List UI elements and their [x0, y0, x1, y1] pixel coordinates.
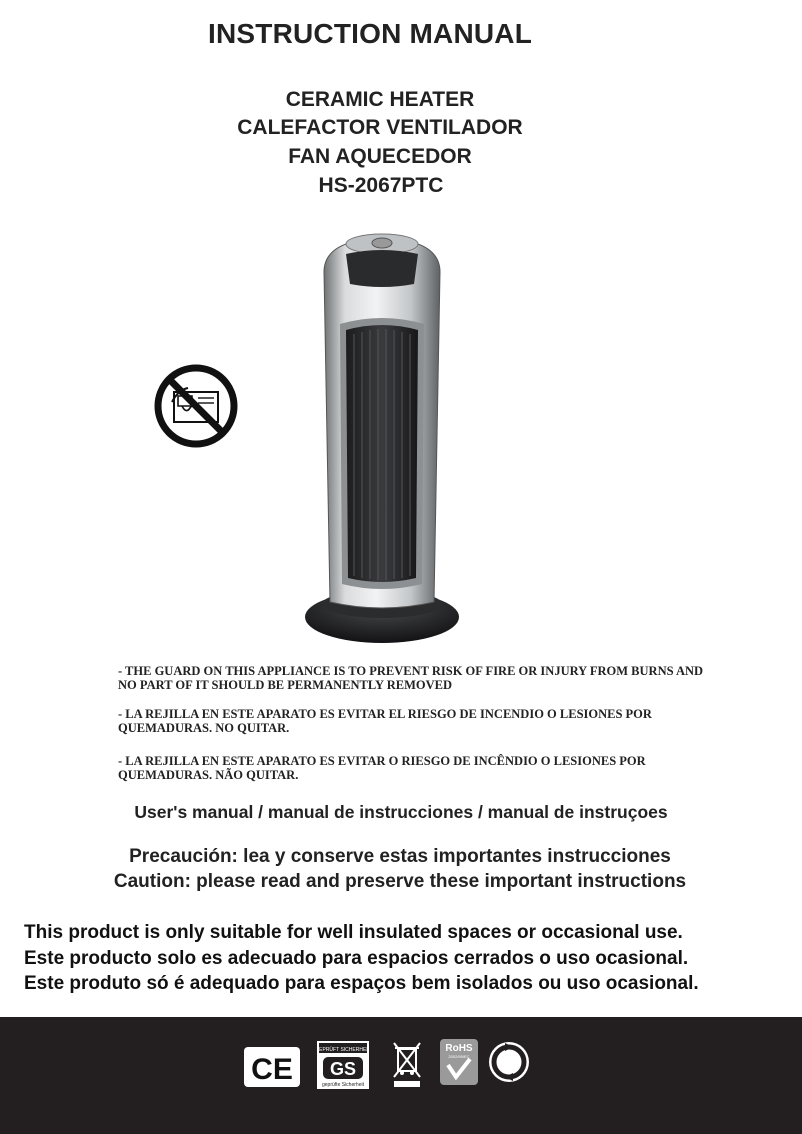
heater-illustration: [302, 232, 462, 657]
subtitle-line-2: CALEFACTOR VENTILADOR: [237, 116, 523, 139]
model-number: HS-2067PTC: [318, 174, 444, 197]
disclaimer-portuguese: Este produto só é adequado para espaços bem isolados ou uso ocasional.: [24, 973, 699, 994]
manual-languages-line: User's manual / manual de instrucciones / manual de instruçoes: [134, 802, 668, 822]
disclaimer-spanish: Este producto solo es adecuado para espacios cerrados o uso ocasional.: [24, 948, 689, 969]
product-image: [150, 210, 710, 660]
subtitle-line-1: CERAMIC HEATER: [285, 88, 475, 111]
green-dot-icon: [488, 1041, 530, 1088]
rohs-sub-label: 2002/95/EC: [448, 1054, 470, 1059]
document-title: INSTRUCTION MANUAL: [208, 18, 533, 49]
subtitle-line-3: FAN AQUECEDOR: [288, 145, 472, 168]
rohs-icon: [440, 1039, 478, 1090]
caution-english: Caution: please read and preserve these important instructions: [113, 871, 687, 892]
warning-spanish: - LA REJILLA EN ESTE APARATO ES EVITAR EL RIESGO DE INCENDIO O LESIONES POR QUEMADURAS. NO QUITAR.: [118, 707, 652, 735]
ce-mark-icon: [244, 1047, 300, 1092]
gs-mark-icon: [317, 1041, 369, 1094]
ce-mark-text: CE: [251, 1053, 293, 1086]
caution-spanish: Precaución: lea y conserve estas importantes instrucciones: [129, 846, 671, 867]
warning-english: - THE GUARD ON THIS APPLIANCE IS TO PREVENT RISK OF FIRE OR INJURY FROM BURNS AND NO PART OF IT SHOULD BE PERMANENTLY REMOVED: [118, 664, 704, 692]
certification-footer: [0, 1017, 802, 1134]
gs-mark-text: GS: [329, 1059, 357, 1079]
rohs-label: RoHS: [445, 1043, 473, 1054]
weee-bin-icon: [390, 1039, 424, 1094]
disclaimer-english: This product is only suitable for well insulated spaces or occasional use.: [24, 922, 683, 943]
warning-portuguese: - LA REJILLA EN ESTE APARATO ES EVITAR O RIESGO DE INCÊNDIO O LESIONES POR QUEMADURAS. NÃO QUITAR.: [118, 754, 646, 782]
gs-bottom-text: geprüfte Sicherheit: [322, 1082, 364, 1088]
no-covering-icon: [152, 362, 240, 455]
gs-top-text: GEPRÜFT SICHERHEIT: [317, 1047, 369, 1053]
